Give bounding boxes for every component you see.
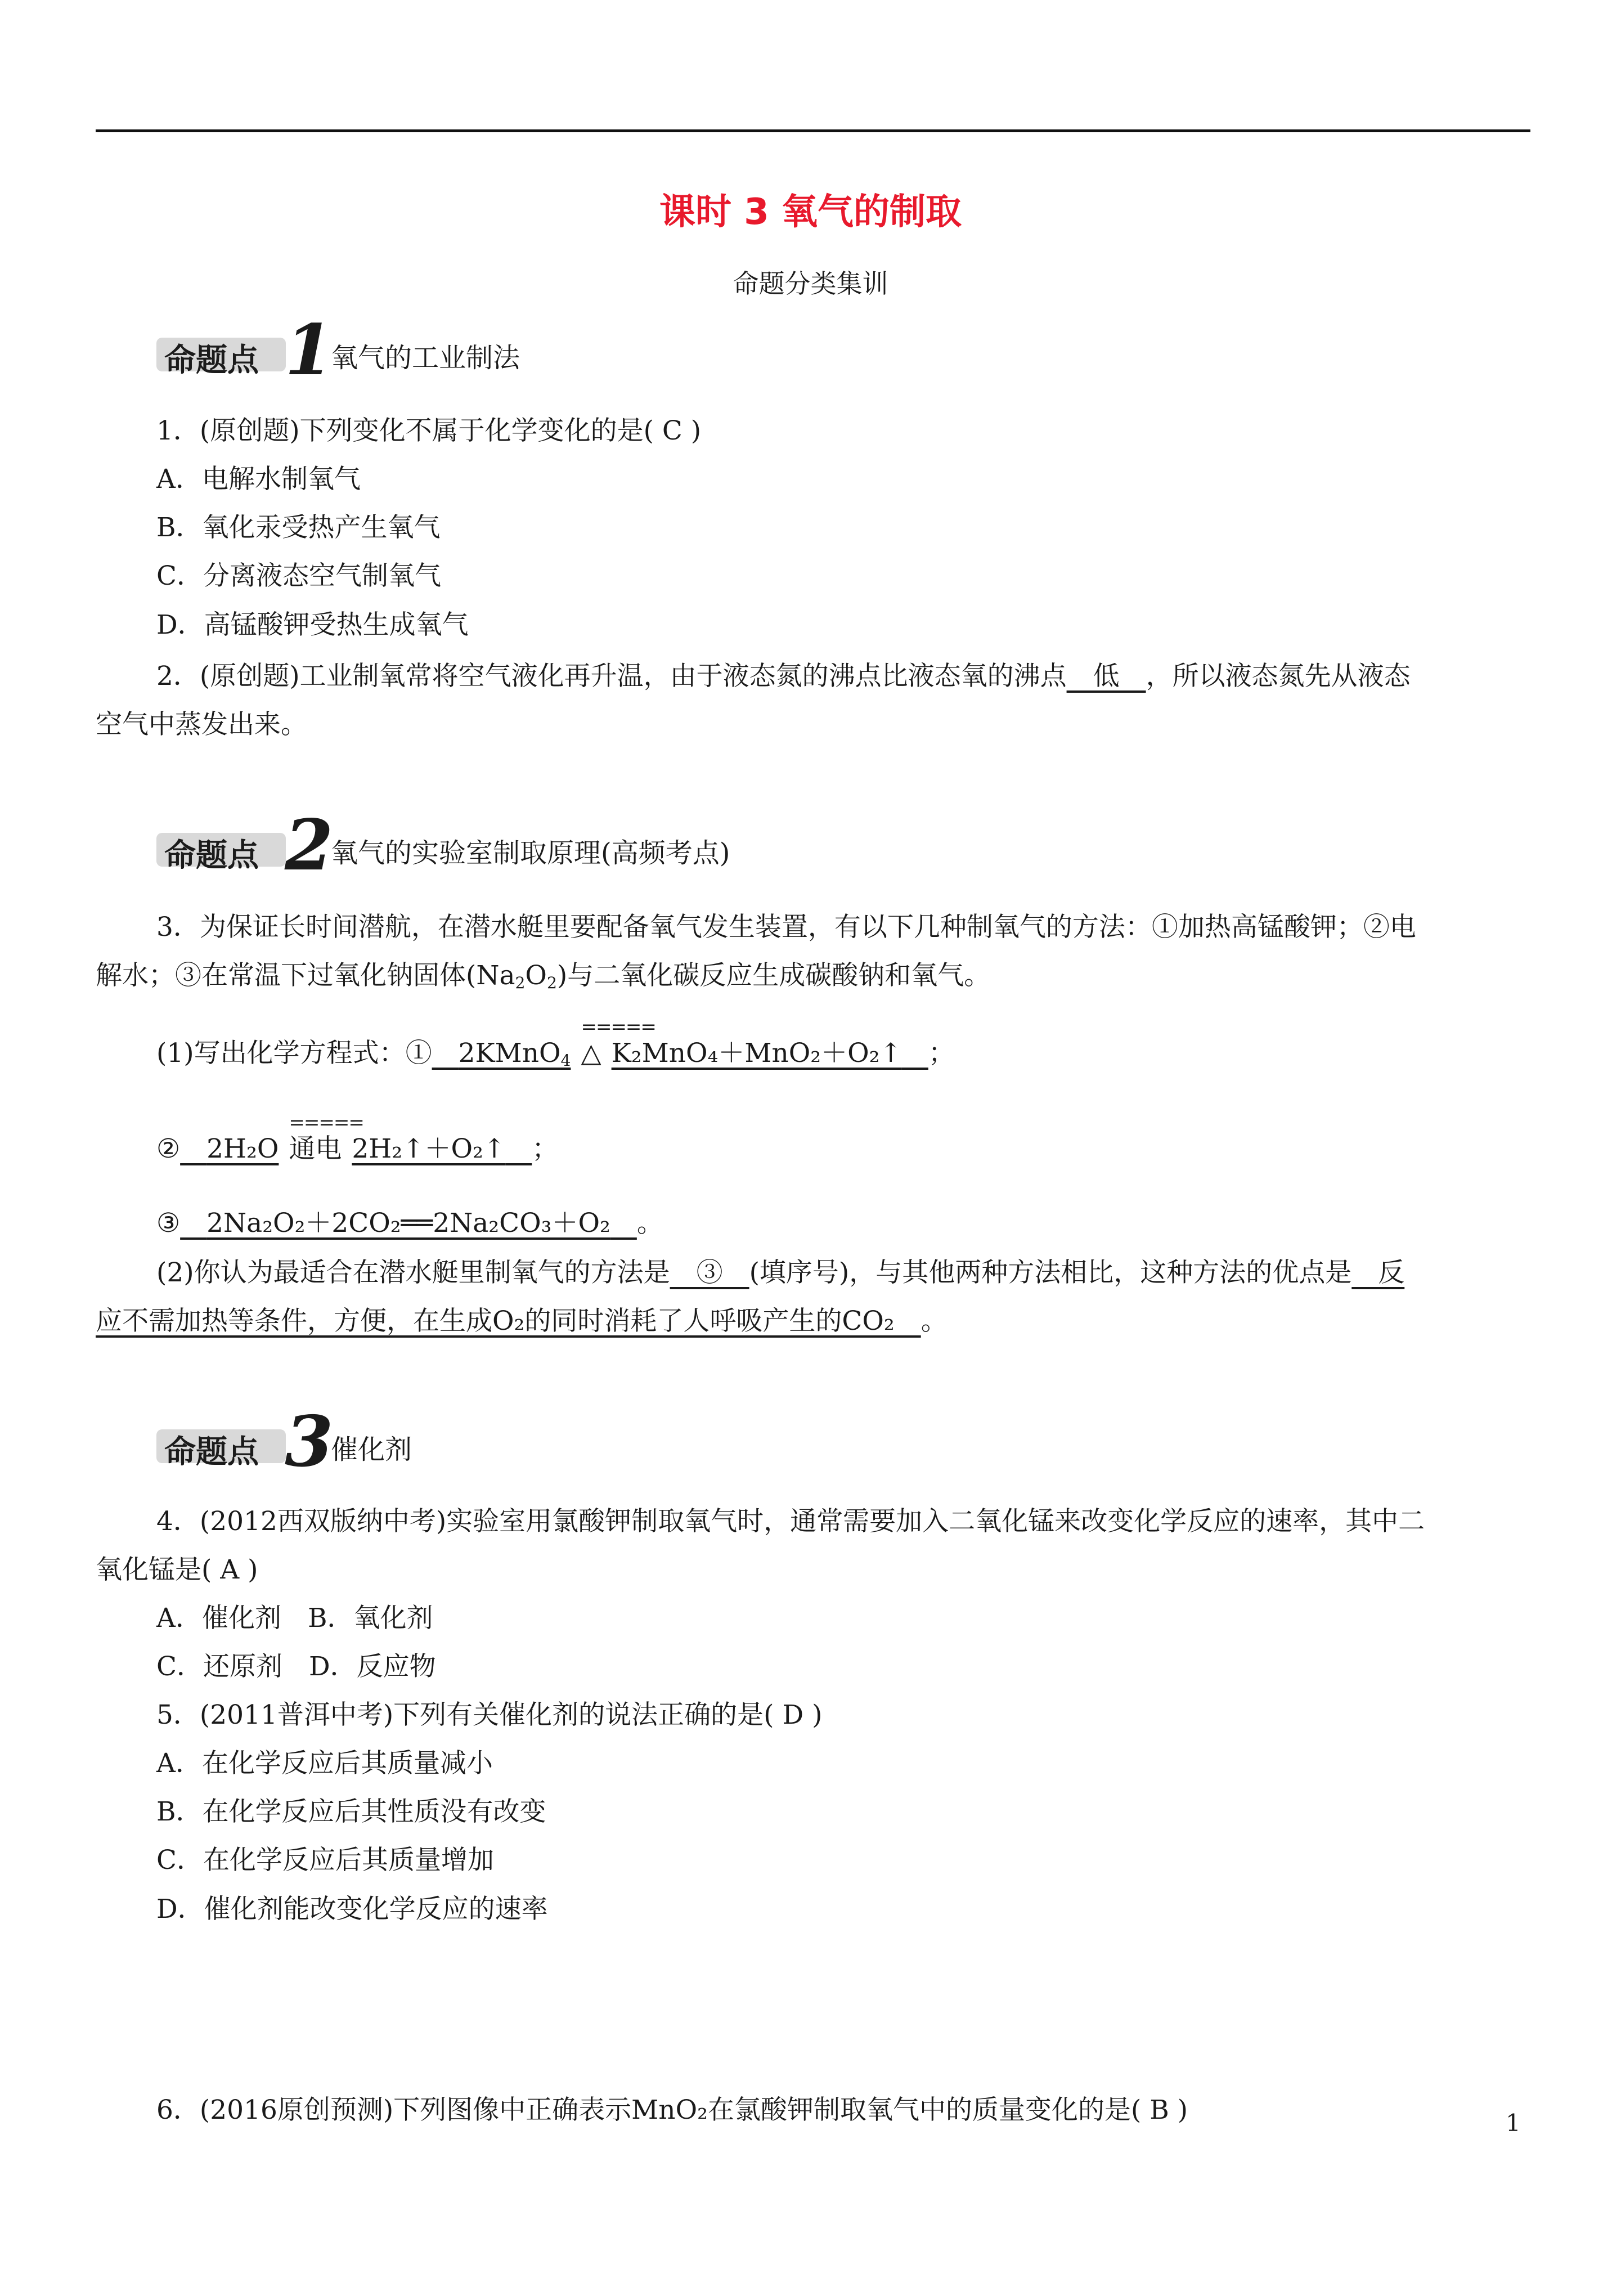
question-4-cont: 氧化锰是( A )	[96, 1554, 258, 1585]
question-3-part-2: (2)你认为最适合在潜水艇里制氧气的方法是 ③ (填序号)，与其他两种方法相比，这种方法的优点是 反	[156, 1257, 1405, 1288]
question-2: 2．(原创题)工业制氧常将空气液化再升温，由于液态氮的沸点比液态氧的沸点 低 ，所以液态氮先从液态	[156, 661, 1411, 692]
section-1-header	[156, 310, 520, 391]
section-title: 氧气的实验室制取原理(高频考点)	[331, 837, 730, 869]
badge-number: 2	[285, 805, 334, 886]
badge-label: 命题点	[164, 837, 259, 874]
question-3: 3．为保证长时间潜航，在潜水艇里要配备氧气发生装置，有以下几种制氧气的方法：①加热高锰酸钾；②电	[156, 912, 1416, 943]
answer-blank: 2H₂O	[206, 1133, 279, 1164]
option: A．电解水制氧气	[156, 464, 361, 495]
section-badge	[156, 805, 334, 886]
equation-2: ② 2H₂O ===== 通电 2H₂↑＋O₂↑ ；	[156, 1111, 559, 1164]
question-6: 6．(2016原创预测)下列图像中正确表示MnO₂在氯酸钾制取氧气中的质量变化的是( B )	[156, 2095, 1188, 2125]
question-1: 1．(原创题)下列变化不属于化学变化的是( C )	[156, 415, 702, 446]
question-5: 5．(2011普洱中考)下列有关催化剂的说法正确的是( D )	[156, 1699, 823, 1730]
question-2-cont: 空气中蒸发出来。	[96, 709, 307, 740]
answer-blank: 2H₂↑＋O₂↑	[352, 1133, 506, 1164]
option: B．在化学反应后其性质没有改变	[156, 1796, 546, 1827]
option: B．氧化汞受热产生氧气	[156, 512, 441, 543]
badge-label: 命题点	[164, 342, 259, 379]
option: C．分离液态空气制氧气	[156, 560, 441, 591]
answer-blank: ③	[670, 1257, 749, 1288]
equation-3: ③ 2Na₂O₂＋2CO₂══2Na₂CO₃＋O₂ 。	[156, 1208, 663, 1239]
badge-label: 命题点	[164, 1434, 259, 1470]
answer-blank: 2Na₂O₂＋2CO₂══2Na₂CO₃＋O₂	[206, 1208, 610, 1239]
answer-blank: 低	[1066, 661, 1146, 692]
reaction-condition: ===== △	[581, 1016, 655, 1069]
option: D．高锰酸钾受热生成氧气	[156, 609, 469, 640]
equation-1: (1)写出化学方程式：① 2KMnO$_4$ ===== △ K₂MnO₄＋MnO₂＋O₂↑ ；	[156, 1016, 955, 1070]
section-badge	[156, 1401, 334, 1483]
page-number: 1	[1506, 2109, 1521, 2137]
answer-blank: K₂MnO₄＋MnO₂＋O₂↑	[611, 1038, 902, 1069]
option: D．催化剂能改变化学反应的速率	[156, 1894, 548, 1925]
section-title: 氧气的工业制法	[331, 342, 520, 374]
page-subtitle: 命题分类集训	[733, 268, 888, 299]
section-2-header	[156, 805, 730, 886]
answer-blank: 反	[1351, 1257, 1405, 1288]
badge-number: 1	[285, 310, 334, 391]
section-badge	[156, 310, 334, 391]
page-title: 课时 3 氧气的制取	[659, 191, 962, 233]
top-rule	[96, 129, 1530, 132]
option: A．催化剂 B．氧化剂	[156, 1603, 433, 1634]
section-3-header	[156, 1401, 412, 1483]
answer-blank: 2KMnO$_4$	[458, 1038, 571, 1070]
question-3-cont: 解水；③在常温下过氧化钠固体$(Na_2O_2)$与二氧化碳反应生成碳酸钠和氧气。	[96, 960, 991, 993]
option: C．在化学反应后其质量增加	[156, 1845, 494, 1876]
question-4: 4．(2012西双版纳中考)实验室用氯酸钾制取氧气时，通常需要加入二氧化锰来改变化学反应的速率，其中二	[156, 1506, 1425, 1537]
badge-number: 3	[285, 1401, 334, 1483]
option: A．在化学反应后其质量减小	[156, 1748, 493, 1779]
question-3-part-2-cont: 应不需加热等条件，方便，在生成O₂的同时消耗了人呼吸产生的CO₂ 。	[96, 1306, 948, 1337]
section-title: 催化剂	[331, 1434, 412, 1465]
answer-blank: 应不需加热等条件，方便，在生成O₂的同时消耗了人呼吸产生的CO₂	[96, 1306, 921, 1337]
reaction-condition: ===== 通电	[289, 1111, 363, 1164]
option: C．还原剂 D．反应物	[156, 1651, 436, 1682]
